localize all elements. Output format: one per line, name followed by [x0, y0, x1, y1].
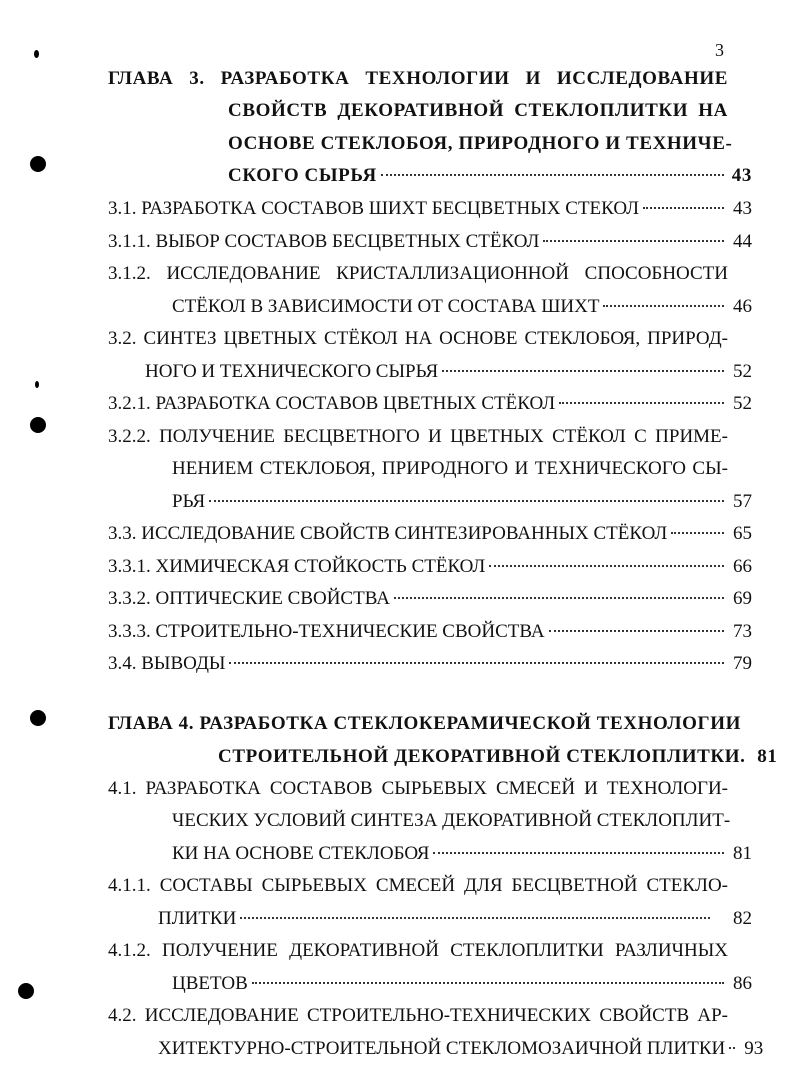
toc-page: 79 [733, 653, 752, 674]
toc-entry-3-1: 3.1. РАЗРАБОТКА СОСТАВОВ ШИХТ БЕСЦВЕТНЫХ СТЕКОЛ 43 [108, 196, 752, 222]
toc-entry-3-2-cont: НОГО И ТЕХНИЧЕСКОГО СЫРЬЯ 52 [145, 359, 752, 385]
toc-entry-4-1: 4.1. РАЗРАБОТКА СОСТАВОВ СЫРЬЕВЫХ СМЕСЕЙ И ТЕХНОЛОГИ- [108, 778, 728, 799]
leader-dots [394, 597, 724, 599]
toc-page: 69 [733, 588, 752, 609]
toc-entry-3-1-1: 3.1.1. ВЫБОР СОСТАВОВ БЕСЦВЕТНЫХ СТЁКОЛ 44 [108, 229, 752, 255]
toc-entry-4-2-cont: ХИТЕКТУРНО-СТРОИТЕЛЬНОЙ СТЕКЛОМОЗАИЧНОЙ ПЛИТКИ 93 [158, 1036, 752, 1062]
toc-entry-3-3-2: 3.3.2. ОПТИЧЕСКИЕ СВОЙСТВА 69 [108, 586, 752, 612]
toc-entry-3-1-2: 3.1.2. ИССЛЕДОВАНИЕ КРИСТАЛЛИЗАЦИОННОЙ СПОСОБНОСТИ [108, 263, 728, 284]
toc-page: 43 [733, 198, 752, 219]
punch-mark [18, 983, 34, 999]
chapter-4-title-line-1: ГЛАВА 4. РАЗРАБОТКА СТЕКЛОКЕРАМИЧЕСКОЙ ТЕХНОЛОГИИ [108, 713, 741, 734]
punch-mark [35, 381, 39, 388]
toc-entry-3-4: 3.4. ВЫВОДЫ 79 [108, 651, 752, 677]
toc-page: 44 [733, 231, 752, 252]
toc-entry-3-3-3: 3.3.3. СТРОИТЕЛЬНО-ТЕХНИЧЕСКИЕ СВОЙСТВА 73 [108, 619, 752, 645]
toc-page: 86 [733, 973, 752, 994]
page-number: 3 [715, 40, 724, 60]
toc-entry-3-3-1: 3.3.1. ХИМИЧЕСКАЯ СТОЙКОСТЬ СТЁКОЛ 66 [108, 554, 752, 580]
leader-dots [209, 500, 724, 502]
punch-mark [30, 417, 46, 433]
toc-page: 66 [733, 556, 752, 577]
punch-mark [30, 156, 46, 172]
toc-entry-4-1-1-cont: ПЛИТКИ 82 [158, 906, 752, 932]
punch-mark [30, 710, 46, 726]
toc-entry-3-2-1: 3.2.1. РАЗРАБОТКА СОСТАВОВ ЦВЕТНЫХ СТЁКОЛ 52 [108, 391, 752, 417]
leader-dots [252, 982, 724, 984]
chapter-4-title-line-2: СТРОИТЕЛЬНОЙ ДЕКОРАТИВНОЙ СТЕКЛОПЛИТКИ. 81 [218, 744, 752, 770]
leader-dots [442, 370, 724, 372]
chapter-3-title-line-1: ГЛАВА 3. РАЗРАБОТКА ТЕХНОЛОГИИ И ИССЛЕДОВАНИЕ [108, 68, 728, 89]
chapter-3-title-line-2: СВОЙСТВ ДЕКОРАТИВНОЙ СТЕКЛОПЛИТКИ НА [228, 100, 728, 121]
chapter-3-page: 43 [731, 165, 752, 186]
toc-page: 52 [733, 361, 752, 382]
chapter-3-title-line-4: СКОГО СЫРЬЯ 43 [228, 163, 752, 189]
toc-entry-3-1-2-cont: СТЁКОЛ В ЗАВИСИМОСТИ ОТ СОСТАВА ШИХТ 46 [172, 294, 752, 320]
leader-dots [543, 240, 724, 242]
leader-dots [729, 1047, 735, 1049]
toc-entry-4-1-2: 4.1.2. ПОЛУЧЕНИЕ ДЕКОРАТИВНОЙ СТЕКЛОПЛИТКИ РАЗЛИЧНЫХ [108, 940, 728, 961]
leader-dots [643, 207, 724, 209]
toc-entry-4-2: 4.2. ИССЛЕДОВАНИЕ СТРОИТЕЛЬНО-ТЕХНИЧЕСКИХ СВОЙСТВ АР- [108, 1005, 728, 1026]
toc-page: 93 [744, 1038, 764, 1059]
leader-dots [489, 565, 724, 567]
leader-dots [671, 532, 724, 534]
toc-page: 57 [733, 491, 752, 512]
toc-entry-3-2: 3.2. СИНТЕЗ ЦВЕТНЫХ СТЁКОЛ НА ОСНОВЕ СТЕКЛОБОЯ, ПРИРОД- [108, 328, 728, 349]
leader-dots [603, 305, 724, 307]
toc-entry-3-2-2: 3.2.2. ПОЛУЧЕНИЕ БЕСЦВЕТНОГО И ЦВЕТНЫХ СТЁКОЛ С ПРИМЕ- [108, 426, 728, 447]
toc-page: 46 [733, 296, 752, 317]
leader-dots [559, 402, 724, 404]
toc-page: 65 [733, 523, 752, 544]
toc-page: 52 [733, 393, 752, 414]
toc-page: 73 [733, 621, 752, 642]
toc-entry-4-1-2-cont: ЦВЕТОВ 86 [172, 971, 752, 997]
leader-dots [549, 630, 724, 632]
punch-mark [34, 50, 39, 58]
toc-page: 81 [733, 843, 752, 864]
leader-dots [381, 174, 724, 176]
toc-entry-4-1-cont: ЧЕСКИХ УСЛОВИЙ СИНТЕЗА ДЕКОРАТИВНОЙ СТЕКЛОПЛИТ- [172, 810, 731, 831]
toc-entry-3-3: 3.3. ИССЛЕДОВАНИЕ СВОЙСТВ СИНТЕЗИРОВАННЫХ СТЁКОЛ 65 [108, 521, 752, 547]
leader-dots [229, 662, 724, 664]
toc-entry-4-1-1: 4.1.1. СОСТАВЫ СЫРЬЕВЫХ СМЕСЕЙ ДЛЯ БЕСЦВЕТНОЙ СТЕКЛО- [108, 875, 728, 896]
toc-page: 82 [733, 908, 752, 929]
chapter-4-page: 81 [757, 746, 778, 767]
leader-dots [240, 917, 710, 919]
toc-entry-3-2-2-cont: НЕНИЕМ СТЕКЛОБОЯ, ПРИРОДНОГО И ТЕХНИЧЕСКОГО СЫ- [172, 458, 728, 479]
chapter-3-title-line-3: ОСНОВЕ СТЕКЛОБОЯ, ПРИРОДНОГО И ТЕХНИЧЕ- [228, 133, 733, 154]
toc-entry-4-1-cont2: КИ НА ОСНОВЕ СТЕКЛОБОЯ 81 [172, 841, 752, 867]
leader-dots [433, 852, 724, 854]
toc-entry-3-2-2-cont2: РЬЯ 57 [172, 489, 752, 515]
